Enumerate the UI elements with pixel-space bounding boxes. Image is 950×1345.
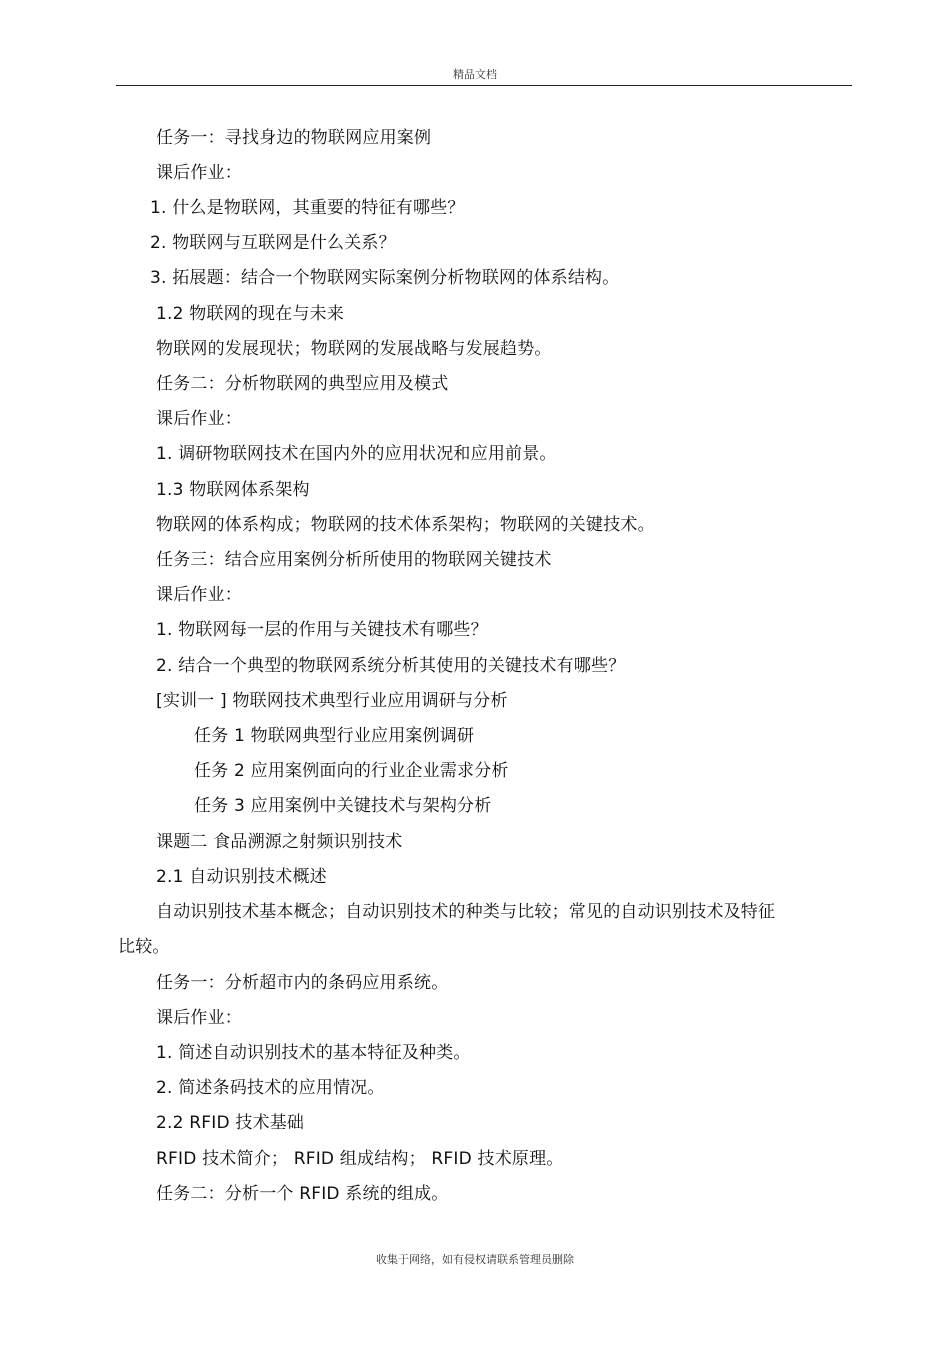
page-footer: 收集于网络，如有侵权请联系管理员删除 — [376, 1253, 574, 1266]
section-heading: 1.3 物联网体系架构 — [156, 480, 310, 500]
header-divider — [116, 85, 852, 86]
task-1-heading: 任务一：寻找身边的物联网应用案例 — [156, 128, 432, 148]
paragraph: 物联网的体系构成；物联网的技术体系架构；物联网的关键技术。 — [156, 515, 655, 535]
list-item: 2. 物联网与互联网是什么关系？ — [150, 233, 396, 253]
paragraph: 物联网的发展现状；物联网的发展战略与发展趋势。 — [156, 339, 552, 359]
list-item: 1. 调研物联网技术在国内外的应用状况和应用前景。 — [156, 444, 557, 464]
paragraph: 自动识别技术基本概念；自动识别技术的种类与比较；常见的自动识别技术及特征 — [156, 902, 776, 922]
topic-heading: 课题二 食品溯源之射频识别技术 — [156, 832, 403, 852]
section-heading: 1.2 物联网的现在与未来 — [156, 304, 345, 324]
practical-task: 任务 1 物联网典型行业应用案例调研 — [194, 726, 475, 746]
section-heading: 2.1 自动识别技术概述 — [156, 867, 327, 887]
task-2b-heading: 任务二：分析一个 RFID 系统的组成。 — [156, 1184, 449, 1204]
practical-task: 任务 2 应用案例面向的行业企业需求分析 — [194, 761, 509, 781]
homework-label: 课后作业： — [156, 409, 242, 429]
list-item: 3. 拓展题：结合一个物联网实际案例分析物联网的体系结构。 — [150, 268, 620, 288]
list-item: 1. 什么是物联网，其重要的特征有哪些？ — [150, 198, 465, 218]
task-1b-heading: 任务一：分析超市内的条码应用系统。 — [156, 973, 449, 993]
page-header: 精品文档 — [453, 68, 497, 81]
practical-task: 任务 3 应用案例中关键技术与架构分析 — [194, 796, 492, 816]
homework-label: 课后作业： — [156, 1008, 242, 1028]
list-item: 2. 简述条码技术的应用情况。 — [156, 1078, 385, 1098]
practical-heading: [实训一 ] 物联网技术典型行业应用调研与分析 — [156, 691, 508, 711]
homework-label: 课后作业： — [156, 163, 242, 183]
paragraph-continuation: 比较。 — [118, 937, 170, 957]
list-item: 1. 简述自动识别技术的基本特征及种类。 — [156, 1043, 471, 1063]
list-item: 1. 物联网每一层的作用与关键技术有哪些？ — [156, 620, 488, 640]
task-3-heading: 任务三：结合应用案例分析所使用的物联网关键技术 — [156, 550, 552, 570]
task-2-heading: 任务二：分析物联网的典型应用及模式 — [156, 374, 449, 394]
homework-label: 课后作业： — [156, 585, 242, 605]
paragraph: RFID 技术简介； RFID 组成结构； RFID 技术原理。 — [156, 1149, 564, 1169]
list-item: 2. 结合一个典型的物联网系统分析其使用的关键技术有哪些？ — [156, 656, 626, 676]
section-heading: 2.2 RFID 技术基础 — [156, 1113, 305, 1133]
